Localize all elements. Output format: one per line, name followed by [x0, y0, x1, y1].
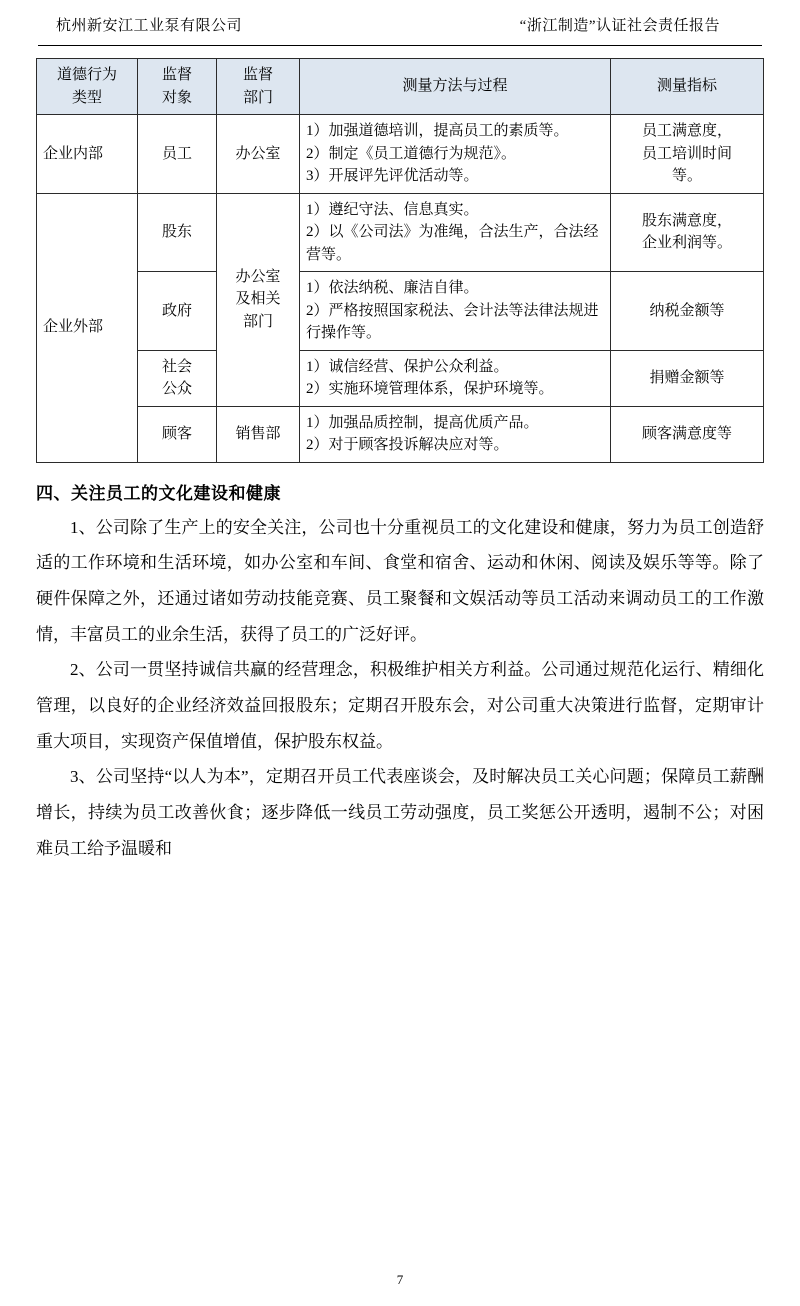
table-row [37, 350, 764, 406]
page-number: 7 [396, 1272, 404, 1287]
cell-method-shareholder: 1）遵纪守法、信息真实。 2）以《公司法》为准绳，合法生产，合法经 营等。 [300, 193, 611, 272]
cell-indicator-customer: 顾客满意度等 [611, 406, 764, 462]
th-supervision-dept: 监督 部门 [217, 59, 300, 115]
cell-behavior-type-internal: 企业内部 [37, 115, 138, 194]
cell-object-customer: 顾客 [138, 406, 217, 462]
cell-dept-office-related: 办公室 及相关 部门 [217, 193, 300, 406]
th-measure-indicator: 测量指标 [611, 59, 764, 115]
cell-dept-sales: 销售部 [217, 406, 300, 462]
table-row [37, 193, 764, 272]
th-measure-method: 测量方法与过程 [300, 59, 611, 115]
page-header [36, 0, 764, 41]
header-divider [38, 45, 762, 46]
header-report-title: “浙江制造”认证社会责任报告 [519, 18, 720, 34]
table-body [37, 115, 764, 463]
cell-indicator-government: 纳税金额等 [611, 272, 764, 351]
cell-method-public: 1）诚信经营、保护公众利益。 2）实施环境管理体系，保护环境等。 [300, 350, 611, 406]
section-title: 四、关注员工的文化建设和健康 [36, 483, 281, 503]
header-company-name: 杭州新安江工业泵有限公司 [56, 18, 243, 34]
ethics-supervision-table [36, 58, 764, 463]
table-row [37, 115, 764, 194]
paragraph-3: 3、公司坚持“以人为本”，定期召开员工代表座谈会，及时解决员工关心问题；保障员工薪酬增长，持续为员工改善伙食；逐步降低一线员工劳动强度，员工奖惩公开透明，遏制不公；对困难员工给予温暖和 [36, 767, 764, 858]
cell-dept-office: 办公室 [217, 115, 300, 194]
th-behavior-type: 道德行为 类型 [37, 59, 138, 115]
cell-indicator-public: 捐赠金额等 [611, 350, 764, 406]
cell-object-shareholder: 股东 [138, 193, 217, 272]
cell-object-government: 政府 [138, 272, 217, 351]
cell-behavior-type-external: 企业外部 [37, 193, 138, 462]
table-row [37, 272, 764, 351]
paragraph-1: 1、公司除了生产上的安全关注，公司也十分重视员工的文化建设和健康，努力为员工创造舒适的工作环境和生活环境，如办公室和车间、食堂和宿舍、运动和休闲、阅读及娱乐等等。除了硬件保障之外，还通过诸如劳动技能竞赛、员工聚餐和文娱活动等员工活动来调动员工的工作激情，丰富员工的业余生活，获得了员工的广泛好评。 [36, 517, 764, 644]
cell-indicator-shareholder: 股东满意度， 企业利润等。 [611, 193, 764, 272]
cell-method-government: 1）依法纳税、廉洁自律。 2）严格按照国家税法、会计法等法律法规进 行操作等。 [300, 272, 611, 351]
table-row [37, 406, 764, 462]
cell-object-employee: 员工 [138, 115, 217, 194]
cell-indicator-internal: 员工满意度， 员工培训时间 等。 [611, 115, 764, 194]
th-supervision-object: 监督 对象 [138, 59, 217, 115]
cell-method-internal: 1）加强道德培训，提高员工的素质等。 2）制定《员工道德行为规范》。 3）开展评先评优活动等。 [300, 115, 611, 194]
cell-method-customer: 1）加强品质控制，提高优质产品。 2）对于顾客投诉解决应对等。 [300, 406, 611, 462]
paragraph-2: 2、公司一贯坚持诚信共赢的经营理念，积极维护相关方利益。公司通过规范化运行、精细化管理，以良好的企业经济效益回报股东；定期召开股东会，对公司重大决策进行监督，定期审计重大项目，实现资产保值增值，保护股东权益。 [36, 660, 764, 751]
cell-object-public: 社会 公众 [138, 350, 217, 406]
table-header-row [37, 59, 764, 115]
